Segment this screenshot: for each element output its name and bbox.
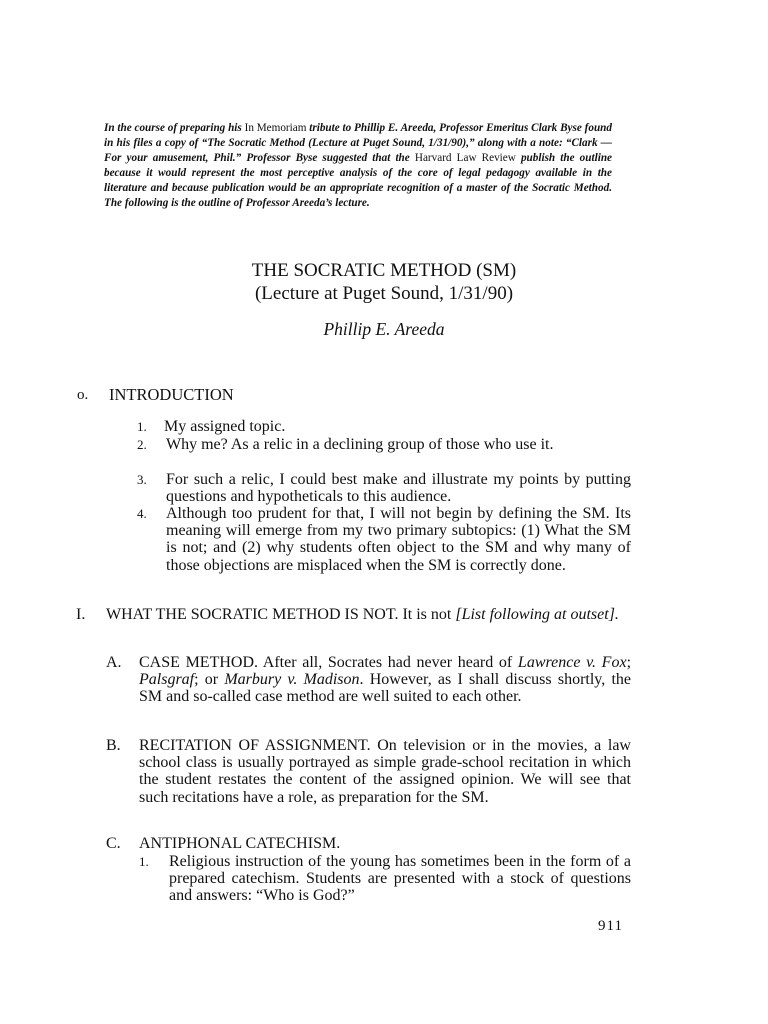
note-text-2: tribute to Phillip E. Areeda, Professor Emeritus Clark Byse found in his files a copy of “The Socratic Method (Lecture at Puget Sound, 1/31/90),” along with a note: “Clark — For your amusement, Phil.” Professor Byse suggested that the [104,122,612,164]
subsection-a-text-4: . However, as I shall discuss shortly, the SM and so-called case method are well suited to each other. [139,671,631,706]
intro-item-3-text: For such a relic, I could best make and illustrate my points by putting questions and hypotheticals to this audience. [166,471,631,506]
section-1-heading: WHAT THE SOCRATIC METHOD IS NOT. [106,606,399,623]
intro-marker: o. [77,387,89,403]
case-lawrence-v-fox: Lawrence v. Fox [517,654,627,671]
page-number: 911 [598,918,623,934]
subsection-c-item-1 [139,853,631,905]
section-1-heading-line [106,606,631,623]
intro-item-1 [137,418,631,435]
intro-item-4-number: 4. [137,506,147,521]
intro-item-2-number: 2. [137,437,147,452]
intro-heading: INTRODUCTION [109,385,234,404]
intro-item-3 [137,471,631,505]
subsection-b-text [139,737,631,806]
subsection-c-marker: C. [106,835,121,852]
note-harvard-law-review: Harvard Law Review [414,152,516,164]
note-text-1: In the course of preparing his [104,122,245,134]
intro-item-2-text: Why me? As a relic in a declining group of those who use it. [166,436,554,453]
subsection-a-text-3: ; or [194,671,225,689]
note-in-memoriam: In Memoriam [244,122,307,134]
subsection-a-text-1: After all, Socrates had never heard of [258,654,518,671]
subsection-a-heading: CASE METHOD. [139,654,259,671]
subsection-c-item-1-text: Religious instruction of the young has sometimes been in the form of a prepared catechism. Students are presented with a stock of questions and answers: “Who is God?” [169,853,631,905]
section-1-bracket-note: [List following at outset]. [455,606,619,623]
subsection-a-marker: A. [106,654,122,671]
intro-item-1-text: My assigned topic. [164,418,286,435]
author-name: Phillip E. Areeda [323,319,445,339]
subsection-c-item-1-number: 1. [139,854,149,869]
intro-item-4-text: Although too prudent for that, I will not begin by defining the SM. Its meaning will emerge from my two primary subtopics: (1) What the SM is not; and (2) why students often object to the SM and why many of those objections are misplaced when the SM is correctly done. [166,505,631,574]
intro-item-4 [137,505,631,574]
case-palsgraf: Palsgraf [139,671,195,689]
subsection-b-body: . On television or in the movies, a law school class is usually portrayed as simple grade-school recitation in which the student restates the content of the assigned opinion. We will see that such recitations have a role, as preparation for the SM. [139,737,631,806]
section-1-marker: I. [76,606,86,623]
editorial-note [104,121,612,211]
lecture-title: THE SOCRATIC METHOD (SM) [251,260,517,281]
intro-item-1-number: 1. [137,419,147,434]
intro-item-2 [137,436,631,453]
note-text-3: publish the outline because it would represent the most perceptive analysis of the core of legal pedagogy available in the literature and because publication would be an appropriate recognition of a master of the Socratic Method. The following is the outline of Professor Areeda’s lecture. [104,152,613,209]
subsection-a-text [139,654,631,706]
case-marbury-v-madison: Marbury v. Madison [224,671,360,689]
lecture-subtitle: (Lecture at Puget Sound, 1/31/90) [254,283,514,304]
subsection-b-heading: RECITATION OF ASSIGNMENT [139,737,367,754]
subsection-a-text-2: ; [626,654,632,671]
subsection-b-marker: B. [106,737,121,754]
intro-item-3-number: 3. [137,472,147,487]
section-1-after: It is not [398,606,456,623]
subsection-c-heading: ANTIPHONAL CATECHISM. [139,835,341,852]
